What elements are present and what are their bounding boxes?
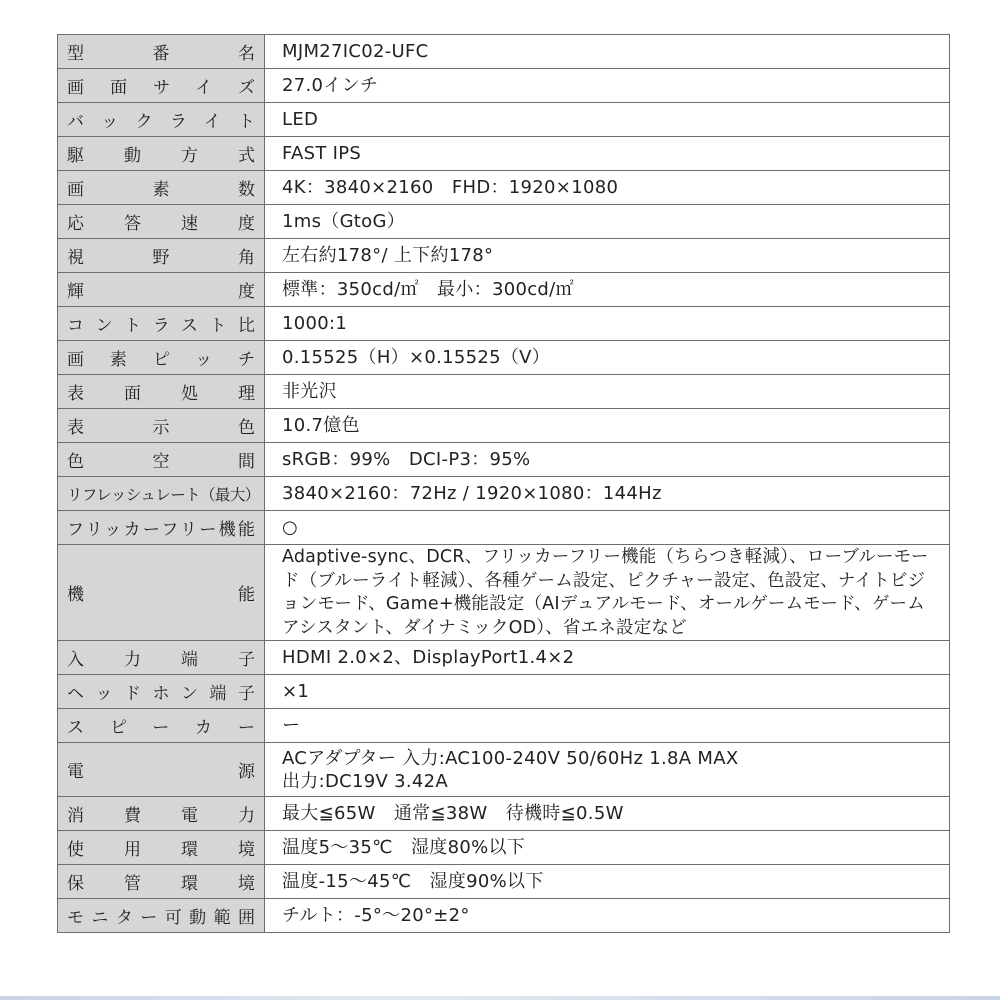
spec-value: 標準：350cd/㎡ 最小：300cd/㎡ <box>265 273 950 307</box>
spec-label: 表示色 <box>58 409 265 443</box>
spec-value: LED <box>265 103 950 137</box>
spec-value: HDMI 2.0×2、DisplayPort1.4×2 <box>265 641 950 675</box>
spec-value: ○ <box>265 511 950 545</box>
spec-row-headphone <box>58 675 950 709</box>
spec-row-backlight <box>58 103 950 137</box>
spec-value: 4K：3840×2160 FHD：1920×1080 <box>265 171 950 205</box>
spec-value: 非光沢 <box>265 375 950 409</box>
spec-label: ヘッドホン端子 <box>58 675 265 709</box>
spec-value: sRGB：99% DCI-P3：95% <box>265 443 950 477</box>
spec-row-surface <box>58 375 950 409</box>
spec-label: 駆動方式 <box>58 137 265 171</box>
spec-label: 画素数 <box>58 171 265 205</box>
spec-value: FAST IPS <box>265 137 950 171</box>
spec-label: 電源 <box>58 743 265 797</box>
spec-value: ×1 <box>265 675 950 709</box>
spec-row-color-space <box>58 443 950 477</box>
spec-label: 入力端子 <box>58 641 265 675</box>
spec-row-tilt-range <box>58 899 950 933</box>
bottom-decorative-strip <box>0 996 1000 1000</box>
spec-value: Adaptive-sync、DCR、フリッカーフリー機能（ちらつき軽減）、ローブルーモード（ブルーライト軽減）、各種ゲーム設定、ピクチャー設定、色設定、ナイトビジョンモード、Game+機能設定（AIデュアルモード、オールゲームモード、ゲームアシスタント、ダイナミックOD）、省エネ設定など <box>265 545 950 641</box>
spec-value: 10.7億色 <box>265 409 950 443</box>
spec-row-power <box>58 743 950 797</box>
spec-row-flicker-free <box>58 511 950 545</box>
spec-row-model <box>58 35 950 69</box>
spec-row-storage-env <box>58 865 950 899</box>
spec-label: 表面処理 <box>58 375 265 409</box>
spec-value: ー <box>265 709 950 743</box>
spec-label: 画面サイズ <box>58 69 265 103</box>
spec-row-colors <box>58 409 950 443</box>
spec-value: ACアダプター 入力:AC100-240V 50/60Hz 1.8A MAX 出力:DC19V 3.42A <box>265 743 950 797</box>
spec-row-input-ports <box>58 641 950 675</box>
spec-label: 保管環境 <box>58 865 265 899</box>
spec-value: 1ms（GtoG） <box>265 205 950 239</box>
spec-label: 画素ピッチ <box>58 341 265 375</box>
spec-label: スピーカー <box>58 709 265 743</box>
spec-row-resolution <box>58 171 950 205</box>
spec-label: コントラスト比 <box>58 307 265 341</box>
spec-row-pixel-pitch <box>58 341 950 375</box>
spec-value: 最大≦65W 通常≦38W 待機時≦0.5W <box>265 797 950 831</box>
spec-row-speaker <box>58 709 950 743</box>
spec-value: MJM27IC02-UFC <box>265 35 950 69</box>
spec-row-refresh-rate <box>58 477 950 511</box>
spec-label: バックライト <box>58 103 265 137</box>
spec-row-power-consumption <box>58 797 950 831</box>
spec-label: フリッカーフリー機能 <box>58 511 265 545</box>
spec-value: 0.15525（H）×0.15525（V） <box>265 341 950 375</box>
spec-label: 色空間 <box>58 443 265 477</box>
spec-value: 温度-15～45℃ 湿度90%以下 <box>265 865 950 899</box>
spec-row-viewing-angle <box>58 239 950 273</box>
spec-row-operating-env <box>58 831 950 865</box>
spec-value: 3840×2160：72Hz / 1920×1080：144Hz <box>265 477 950 511</box>
spec-row-response-time <box>58 205 950 239</box>
spec-label: 使用環境 <box>58 831 265 865</box>
spec-row-features <box>58 545 950 641</box>
spec-label: 輝度 <box>58 273 265 307</box>
spec-label: 型番名 <box>58 35 265 69</box>
spec-row-contrast <box>58 307 950 341</box>
spec-label: 機能 <box>58 545 265 641</box>
spec-label: 消費電力 <box>58 797 265 831</box>
spec-label: 応答速度 <box>58 205 265 239</box>
spec-label: モニター可動範囲 <box>58 899 265 933</box>
spec-value: チルト：-5°～20°±2° <box>265 899 950 933</box>
spec-value: 温度5～35℃ 湿度80%以下 <box>265 831 950 865</box>
spec-value: 27.0インチ <box>265 69 950 103</box>
spec-row-screen-size <box>58 69 950 103</box>
spec-value: 1000:1 <box>265 307 950 341</box>
spec-table <box>57 34 950 933</box>
spec-label: リフレッシュレート（最大） <box>58 477 265 511</box>
spec-value: 左右約178°/ 上下約178° <box>265 239 950 273</box>
spec-row-panel-type <box>58 137 950 171</box>
spec-label: 視野角 <box>58 239 265 273</box>
spec-row-brightness <box>58 273 950 307</box>
